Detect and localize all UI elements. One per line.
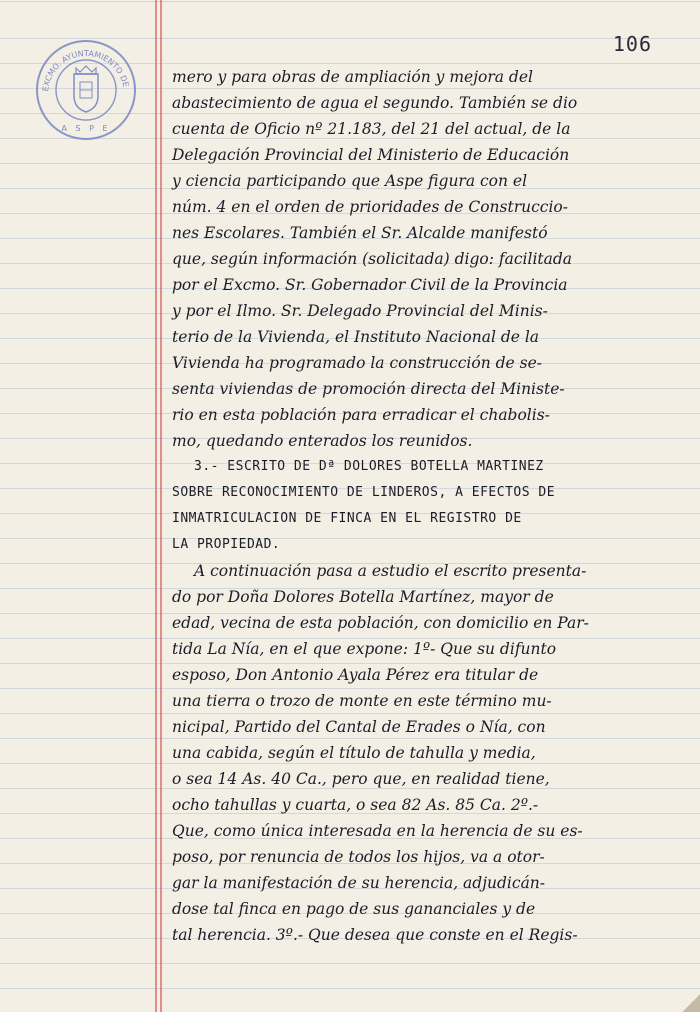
text-line: do por Doña Dolores Botella Martínez, mayor de [172, 588, 554, 606]
text-line: senta viviendas de promoción directa del Ministe- [172, 380, 565, 398]
text-line: dose tal finca en pago de sus gananciales y de [172, 900, 536, 918]
section-heading-line: 3.- ESCRITO DE Dª DOLORES BOTELLA MARTINEZ [194, 459, 544, 474]
handwritten-minutes [172, 64, 672, 948]
text-line: que, según información (solicitada) digo: facilitada [172, 250, 573, 268]
text-line: Delegación Provincial del Ministerio de Educación [172, 146, 570, 164]
section-heading-line: SOBRE RECONOCIMIENTO DE LINDEROS, A EFECTOS DE [172, 485, 556, 500]
section-heading-line: LA PROPIEDAD. [172, 537, 281, 552]
text-line: y ciencia participando que Aspe figura con el [172, 172, 528, 190]
municipal-seal-stamp [34, 38, 138, 142]
text-line: por el Excmo. Sr. Gobernador Civil de la Provincia [172, 276, 568, 294]
text-line: gar la manifestación de su herencia, adjudicán- [172, 874, 546, 892]
text-line: una cabida, según el título de tahulla y media, [172, 744, 536, 762]
margin-line [160, 0, 162, 1012]
page-number: 106 [612, 32, 652, 56]
text-line: terio de la Vivienda, el Instituto Nacional de la [172, 328, 540, 346]
page-corner [682, 994, 700, 1012]
text-line: núm. 4 en el orden de prioridades de Construccio- [172, 198, 568, 216]
text-line: o sea 14 As. 40 Ca., pero que, en realidad tiene, [172, 770, 550, 788]
svg-text:A S P E: A S P E [61, 124, 111, 133]
text-line: edad, vecina de esta población, con domicilio en Par- [172, 614, 589, 632]
text-line: mero y para obras de ampliación y mejora del [172, 68, 533, 86]
text-line: rio en esta población para erradicar el chabolis- [172, 406, 550, 424]
text-line: Que, como única interesada en la herencia de su es- [172, 822, 583, 840]
text-line: mo, quedando enterados los reunidos. [172, 432, 473, 450]
text-line: Vivienda ha programado la construcción de se- [172, 354, 542, 372]
text-line: abastecimiento de agua el segundo. También se dio [172, 94, 578, 112]
margin-line [155, 0, 157, 1012]
svg-text:EXCMO. AYUNTAMIENTO DE: EXCMO. AYUNTAMIENTO DE [41, 48, 131, 92]
section-heading-line: INMATRICULACION DE FINCA EN EL REGISTRO DE [172, 511, 522, 526]
text-line: esposo, Don Antonio Ayala Pérez era titular de [172, 666, 539, 684]
text-line: A continuación pasa a estudio el escrito presenta- [194, 562, 587, 580]
text-line: cuenta de Oficio nº 21.183, del 21 del actual, de la [172, 120, 571, 138]
text-line: ocho tahullas y cuarta, o sea 82 As. 85 Ca. 2º.- [172, 796, 539, 814]
text-line: una tierra o trozo de monte en este término mu- [172, 692, 552, 710]
text-line: tida La Nía, en el que expone: 1º- Que su difunto [172, 640, 557, 658]
text-line: nicipal, Partido del Cantal de Erades o Nía, con [172, 718, 546, 736]
text-line: tal herencia. 3º.- Que desea que conste en el Regis- [172, 926, 578, 944]
text-line: nes Escolares. También el Sr. Alcalde manifestó [172, 224, 548, 242]
text-line: y por el Ilmo. Sr. Delegado Provincial del Minis- [172, 302, 548, 320]
text-line: poso, por renuncia de todos los hijos, va a otor- [172, 848, 545, 866]
